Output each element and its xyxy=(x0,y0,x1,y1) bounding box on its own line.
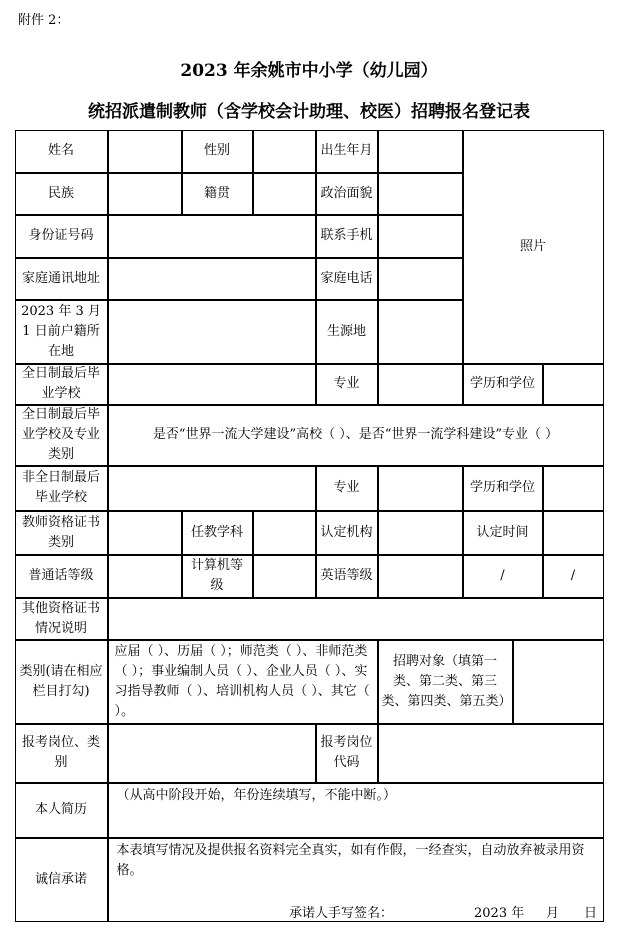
household-label: 2023 年 3 月 1 日前户籍所在地 xyxy=(15,300,108,364)
gender-field[interactable] xyxy=(253,130,316,173)
mobile-label: 联系手机 xyxy=(316,215,378,258)
english-field[interactable] xyxy=(378,555,463,598)
mandarin-field[interactable] xyxy=(108,555,182,598)
resume-field[interactable]: （从高中阶段开始，年份连续填写，不能中断。） xyxy=(108,783,604,838)
teacher-cert-field[interactable] xyxy=(108,511,182,555)
degree2-field[interactable] xyxy=(543,466,604,511)
major-label: 专业 xyxy=(316,364,378,405)
id-number-label: 身份证号码 xyxy=(15,215,108,258)
apply-post-field[interactable] xyxy=(108,724,316,783)
sign-month: 月 xyxy=(546,906,560,921)
id-number-field[interactable] xyxy=(108,215,316,258)
ethnicity-field[interactable] xyxy=(108,173,182,215)
teacher-cert-label: 教师资格证书类别 xyxy=(15,511,108,555)
category-label: 类别(请在相应栏目打勾) xyxy=(15,640,108,724)
mobile-field[interactable] xyxy=(378,215,463,258)
attachment-label: 附件 2： xyxy=(18,13,70,28)
fulltime-school-field[interactable] xyxy=(108,364,316,405)
name-label: 姓名 xyxy=(15,130,108,173)
post-code-field[interactable] xyxy=(378,724,604,783)
parttime-school-label: 非全日制最后毕业学校 xyxy=(15,466,108,511)
ethnicity-label: 民族 xyxy=(15,173,108,215)
cert-time-field[interactable] xyxy=(543,511,604,555)
integrity-statement: 本表填写情况及提供报名资料完全真实，如有作假，一经查实，自动放弃被录用资格。 xyxy=(116,842,585,878)
student-origin-label: 生源地 xyxy=(316,300,378,364)
english-label: 英语等级 xyxy=(316,555,378,598)
form-title-line2: 统招派遣制教师（含学校会计助理、校医）招聘报名登记表 xyxy=(88,102,530,122)
apply-post-label: 报考岗位、类别 xyxy=(15,724,108,783)
home-phone-field[interactable] xyxy=(378,258,463,300)
resume-label: 本人简历 xyxy=(15,783,108,838)
political-status-label: 政治面貌 xyxy=(316,173,378,215)
sign-day: 日 xyxy=(584,906,598,921)
fulltime-school-type-label: 全日制最后毕业学校及专业类别 xyxy=(15,405,108,466)
cert-agency-label: 认定机构 xyxy=(316,511,378,555)
photo-box[interactable]: 照片 xyxy=(463,130,604,364)
post-code-label: 报考岗位代码 xyxy=(316,724,378,783)
degree2-label: 学历和学位 xyxy=(463,466,543,511)
teaching-subject-label: 任教学科 xyxy=(182,511,253,555)
degree-field[interactable] xyxy=(543,364,604,405)
recruit-target-field[interactable] xyxy=(513,640,604,724)
integrity-label: 诚信承诺 xyxy=(15,838,108,922)
cert-agency-field[interactable] xyxy=(378,511,463,555)
address-label: 家庭通讯地址 xyxy=(15,258,108,300)
world-class-question[interactable]: 是否“世界一流大学建设”高校（ ）、是否“世界一流学科建设”专业（ ） xyxy=(108,405,604,466)
major2-field[interactable] xyxy=(378,466,463,511)
slash-cell-1: / xyxy=(463,555,543,598)
native-place-label: 籍贯 xyxy=(182,173,253,215)
category-options[interactable]: 应届（ ）、历届（ ）；师范类（ ）、非师范类（ ）；事业编制人员（ ）、企业人员（ ）、实习指导教师（ ）、培训机构人员（ ）、其它（ ）。 xyxy=(108,640,378,724)
sign-year: 2023 年 xyxy=(474,906,525,921)
teaching-subject-field[interactable] xyxy=(253,511,316,555)
birth-field[interactable] xyxy=(378,130,463,173)
major-field[interactable] xyxy=(378,364,463,405)
student-origin-field[interactable] xyxy=(378,300,463,364)
other-cert-field[interactable] xyxy=(108,598,604,640)
home-phone-label: 家庭电话 xyxy=(316,258,378,300)
cert-time-label: 认定时间 xyxy=(463,511,543,555)
slash-cell-2: / xyxy=(543,555,604,598)
degree-label: 学历和学位 xyxy=(463,364,543,405)
address-field[interactable] xyxy=(108,258,316,300)
household-field[interactable] xyxy=(108,300,316,364)
parttime-school-field[interactable] xyxy=(108,466,316,511)
name-field[interactable] xyxy=(108,130,182,173)
computer-label: 计算机等级 xyxy=(182,555,253,598)
form-title-line1: 2023 年余姚市中小学（幼儿园） xyxy=(180,61,438,81)
mandarin-label: 普通话等级 xyxy=(15,555,108,598)
signature-label: 承诺人手写签名： xyxy=(289,906,394,921)
native-place-field[interactable] xyxy=(253,173,316,215)
other-cert-label: 其他资格证书情况说明 xyxy=(15,598,108,640)
fulltime-school-label: 全日制最后毕业学校 xyxy=(15,364,108,405)
recruit-target-label: 招聘对象（填第一类、第二类、第三类、第四类、第五类） xyxy=(378,640,513,724)
gender-label: 性别 xyxy=(182,130,253,173)
major2-label: 专业 xyxy=(316,466,378,511)
birth-label: 出生年月 xyxy=(316,130,378,173)
computer-field[interactable] xyxy=(253,555,316,598)
political-status-field[interactable] xyxy=(378,173,463,215)
